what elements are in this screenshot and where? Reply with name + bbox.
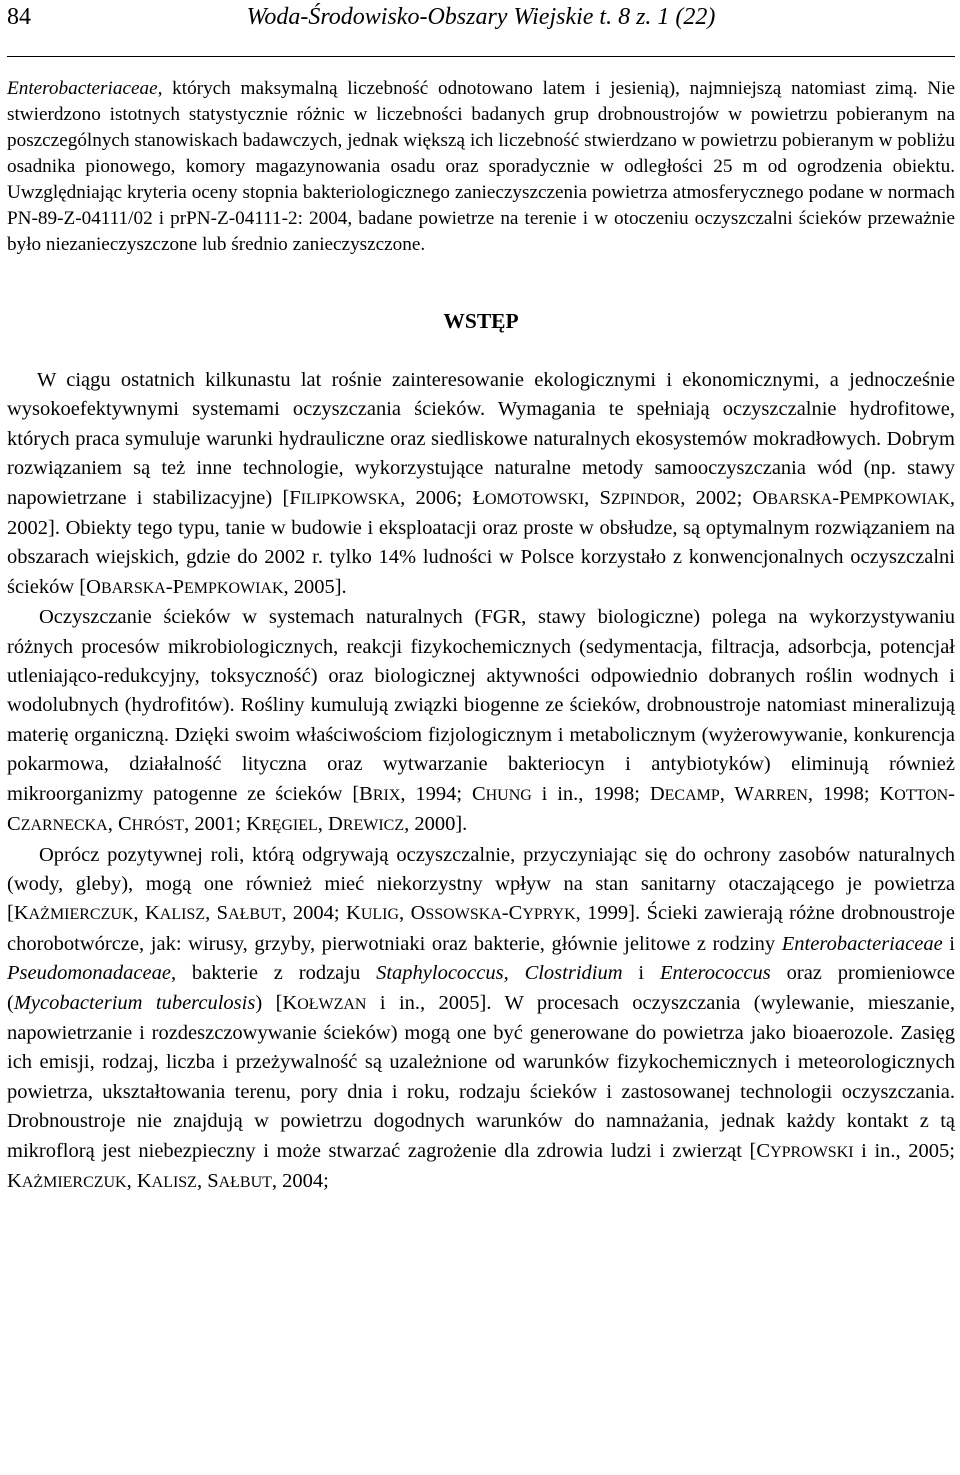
page-number: 84 (7, 4, 31, 30)
paragraph-3: Oprócz pozytywnej roli, którą odgrywają oczyszczalnie, przyczyniając się do ochrony zasobów naturalnych (wody, gleby), mogą one również mieć niekorzystny wpływ na stan sanitarny otaczającego je powietrza [KAŻMIERCZUK, KALISZ, SAŁBUT, 2004; KULIG, OSSOWSKA-CYPRYK, 1999]. Ścieki zawierają różne drobnoustroje chorobotwórcze, jak: wirusy, grzyby, pierwotniaki oraz bakterie, głównie jelitowe z rodziny Enterobacteriaceae i Pseudomonadaceae, bakterie z rodzaju Staphylococcus, Clostridium i Enterococcus oraz promieniowce (Mycobacterium tuberculosis) [KOŁWZAN i in., 2005]. W procesach oczyszczania (wylewanie, mieszanie, napowietrzanie i rozdeszczowywanie ścieków) mogą one być generowane do powietrza jako bioaerozole. Zasięg ich emisji, rodzaj, liczba i przeżywalność są uzależnione od warunków fizykochemicznych i meteorologicznych powietrza, ukształtowania terenu, pory dnia i roku, rodzaju ścieków i zastosowanej technologii oczyszczania. Drobnoustroje nie znajdują w powietrzu dogodnych warunków do namnażania, jednak każdy kontakt z tą mikroflorą jest niebezpieczny i może stwarzać zagrożenie dla zdrowia ludzi i zwierząt [CYPROWSKI i in., 2005; KAŻMIERCZUK, KALISZ, SAŁBUT, 2004; (7, 843, 956, 1192)
running-header (7, 0, 955, 57)
section-heading: WSTĘP (443, 309, 519, 333)
taxon-name: Enterobacteriaceae, (7, 78, 163, 99)
abstract-continuation: Enterobacteriaceae, których maksymalną liczebność odnotowano latem i jesienią), najmniejszą natomiast zimą. Nie stwierdzono istotnych statystycznie różnic w liczebności badanych grup drobnoustrojów w powietrzu pobieranym na poszczególnych stanowiskach badawczych, jednak większą ich liczebność stwierdzano w powietrzu pobieranym w pobliżu osadnika pionowego, komory magazynowania osadu oraz sporadycznie w odległości 25 m od ogrodzenia obiektu. Uwzględniając kryteria oceny stopnia bakteriologicznego zanieczyszczenia powietrza atmosferycznego podane w normach PN-89-Z-04111/02 i prPN-Z-04111-2: 2004, badane powietrze na terenie i w otoczeniu oczyszczalni ścieków przeważnie było niezanieczyszczone lub średnio zanieczyszczone. (7, 78, 955, 255)
paragraph-1: W ciągu ostatnich kilkunastu lat rośnie zainteresowanie ekologicznymi i ekonomicznymi, a jednocześnie wysokoefektywnymi systemami oczyszczania ścieków. Wymagania te spełniają oczyszczalnie hydrofitowe, których praca symuluje warunki hydrauliczne oraz siedliskowe naturalnych ekosystemów mokradłowych. Dobrym rozwiązaniem są też inne technologie, wykorzystujące naturalne metody samooczyszczania wód (np. stawy napowietrzane i stabilizacyjne) [FILIPKOWSKA, 2006; ŁOMOTOWSKI, SZPINDOR, 2002; OBARSKA-PEMPKOWIAK, 2002]. Obiekty tego typu, tanie w budowie i eksploatacji oraz proste w obsłudze, są optymalnym rozwiązaniem na obszarach wiejskich, gdzie do 2002 r. tylko 14% ludności w Polsce korzystało z konwencjonalnych oczyszczalni ścieków [OBARSKA-PEMPKOWIAK, 2005]. (7, 369, 956, 598)
paragraph-2: Oczyszczanie ścieków w systemach naturalnych (FGR, stawy biologiczne) polega na wykorzystywaniu różnych procesów mikrobiologicznych, reakcji fizykochemicznych (sedymentacja, filtracja, adsorbcja, potencjał utleniająco-redukcyjny, toksyczność) oraz biologicznej aktywności odpowiednio dobranych roślin wodnych i wodolubnych (hydrofitów). Rośliny kumulują związki biogenne ze ścieków, drobnoustroje natomiast mineralizują materię organiczną. Dzięki swoim właściwościom fizjologicznym i metabolicznym (wyżerowywanie, konkurencja pokarmowa, działalność lityczna oraz wytwarzanie bakteriocyn i antybiotyków) eliminują również mikroorganizmy patogenne ze ścieków [BRIX, 1994; CHUNG i in., 1998; DECAMP, WARREN, 1998; KOTTON-CZARNECKA, CHRÓST, 2001; KRĘGIEL, DREWICZ, 2000]. (7, 606, 955, 836)
journal-title: Woda-Środowisko-Obszary Wiejskie t. 8 z. 1 (22) (246, 4, 716, 30)
introduction-body (7, 366, 955, 1197)
page (7, 0, 955, 1197)
